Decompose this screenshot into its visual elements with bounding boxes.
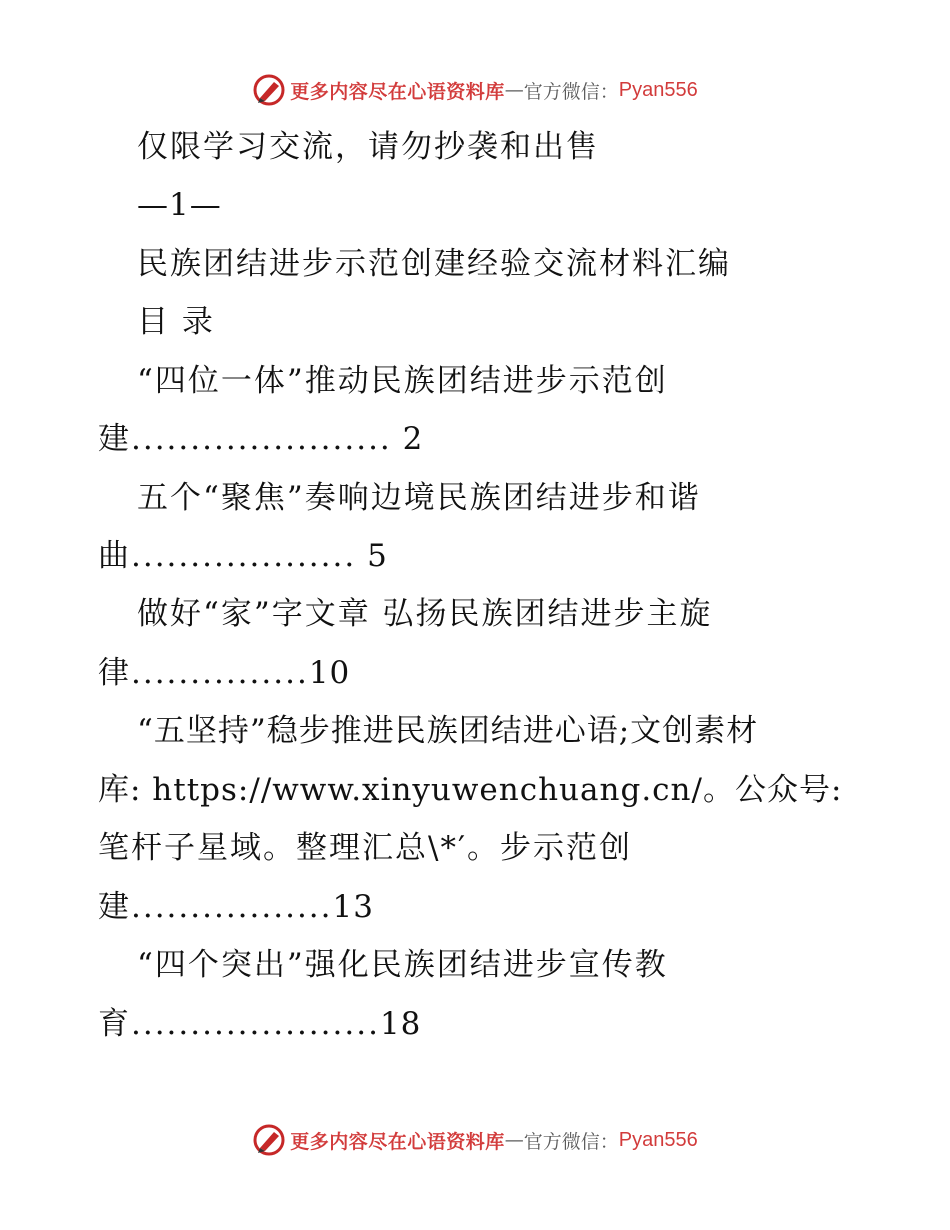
toc-entry-leader <box>98 653 350 693</box>
toc-entry-leader <box>98 1004 421 1044</box>
watermark-brand: 更多内容尽在心语资料库 <box>290 80 505 103</box>
toc-entry-title: “四个突出”强化民族团结进步宣传教 <box>137 947 668 983</box>
toc-leader-dots: ...................... <box>131 421 392 457</box>
toc-entry-suffix-char: 律 <box>98 655 131 691</box>
watermark-wechat-id: Pyan556 <box>618 1128 698 1151</box>
watermark-wechat-label: 官方微信： <box>523 80 619 103</box>
watermark-brand: 更多内容尽在心语资料库 <box>290 1130 505 1153</box>
toc-entry-suffix-char: 育 <box>98 1006 131 1042</box>
toc-page-number: 18 <box>379 1006 422 1042</box>
watermark-wechat-id: Pyan556 <box>618 78 698 101</box>
toc-entry-title-cont: 库: https://www.xinyuwenchuang.cn/。公众号: <box>98 772 843 808</box>
header-watermark <box>0 70 950 110</box>
toc-page-number: 2 <box>391 421 424 457</box>
toc-leader-dots: ................... <box>131 538 357 574</box>
document-title: 民族团结进步示范创建经验交流材料汇编 <box>137 246 731 282</box>
toc-entry-suffix-char: 曲 <box>98 538 131 574</box>
usage-notice: 仅限学习交流，请勿抄袭和出售 <box>137 129 599 165</box>
toc-leader-dots: ............... <box>131 655 309 691</box>
page-marker: —1— <box>137 187 222 223</box>
footer-watermark <box>0 1120 950 1160</box>
toc-entry-title: 五个“聚焦”奏响边境民族团结进步和谐 <box>137 480 701 516</box>
toc-entry-title-cont: 笔杆子星域。整理汇总\*′。步示范创 <box>98 830 632 866</box>
toc-entry-suffix-char: 建 <box>98 421 131 457</box>
watermark-separator: — <box>504 79 524 101</box>
toc-leader-dots: ................. <box>131 889 333 925</box>
pen-logo-icon <box>252 73 286 107</box>
toc-page-number: 10 <box>308 655 351 691</box>
toc-leader-dots: ..................... <box>131 1006 380 1042</box>
pen-logo-icon <box>252 1123 286 1157</box>
toc-entry-title: “四位一体”推动民族团结进步示范创 <box>137 363 668 399</box>
toc-entry-leader <box>98 419 423 459</box>
toc-entry-title: 做好“家”字文章 弘扬民族团结进步主旋 <box>137 596 713 632</box>
watermark-wechat-label: 官方微信： <box>523 1130 619 1153</box>
toc-entry-title: “五坚持”稳步推进民族团结进心语;文创素材 <box>137 713 759 749</box>
watermark-separator: — <box>504 1129 524 1151</box>
toc-entry-suffix-char: 建 <box>98 889 131 925</box>
toc-entry-leader <box>98 887 374 927</box>
toc-page-number: 5 <box>356 538 388 574</box>
toc-page-number: 13 <box>332 889 374 925</box>
toc-entry-leader <box>98 536 388 576</box>
toc-heading: 目 录 <box>137 304 215 340</box>
